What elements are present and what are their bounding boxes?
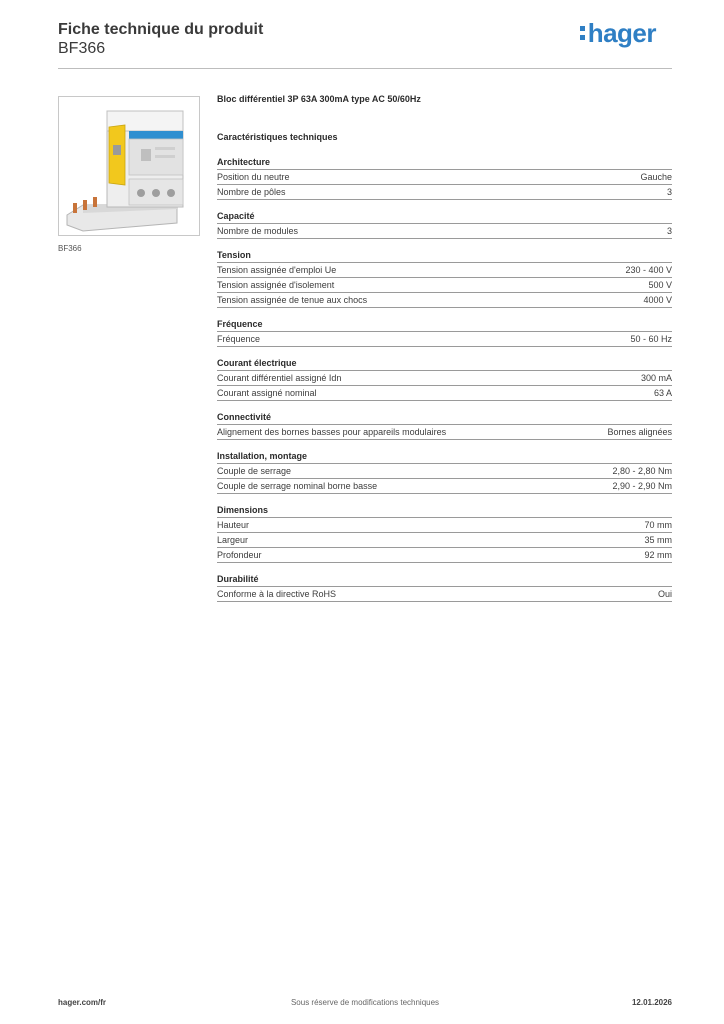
spec-row: [217, 424, 672, 440]
spec-row: [217, 532, 672, 547]
spec-value: 4000 V: [643, 295, 672, 305]
spec-value: 2,90 - 2,90 Nm: [612, 481, 672, 491]
spec-row: [217, 370, 672, 385]
spec-value: 500 V: [648, 280, 672, 290]
spec-label: Position du neutre: [217, 172, 290, 182]
section-title: Dimensions: [217, 505, 269, 515]
spec-section: [217, 504, 672, 563]
spec-section: [217, 411, 672, 440]
section-title: Durabilité: [217, 574, 259, 584]
spec-value: 3: [666, 226, 672, 236]
spec-value: Gauche: [640, 172, 672, 182]
spec-label: Profondeur: [217, 550, 262, 560]
footer-date: 12.01.2026: [631, 998, 672, 1007]
section-title: Capacité: [217, 211, 255, 221]
spec-label: Couple de serrage: [217, 466, 292, 476]
spec-section: [217, 357, 672, 401]
spec-section: [217, 318, 672, 347]
section-title: Tension: [217, 250, 251, 260]
spec-section: [217, 156, 672, 200]
section-title: Fréquence: [217, 319, 263, 329]
spec-sections: [217, 156, 672, 602]
spec-row: [217, 184, 672, 200]
spec-label: Courant différentiel assigné Idn: [217, 373, 342, 383]
spec-row: [217, 331, 672, 347]
spec-value: Oui: [657, 589, 672, 599]
spec-label: Fréquence: [217, 334, 261, 344]
spec-row: [217, 385, 672, 401]
spec-value: 300 mA: [640, 373, 672, 383]
spec-label: Tension assignée d'emploi Ue: [217, 265, 337, 275]
section-title: Connectivité: [217, 412, 272, 422]
spec-section: [217, 573, 672, 602]
spec-row: [217, 262, 672, 277]
section-title: Installation, montage: [217, 451, 308, 461]
spec-row: [217, 547, 672, 563]
spec-label: Couple de serrage nominal borne basse: [217, 481, 378, 491]
header-divider: [58, 68, 672, 69]
spec-label: Tension assignée de tenue aux chocs: [217, 295, 368, 305]
product-description: Bloc différentiel 3P 63A 300mA type AC 50/60Hz: [217, 94, 421, 104]
spec-section: [217, 450, 672, 494]
footer-website: hager.com/fr: [58, 998, 107, 1007]
spec-heading: Caractéristiques techniques: [217, 132, 338, 142]
spec-value: 63 A: [653, 388, 672, 398]
section-title: Architecture: [217, 157, 271, 167]
logo-dots-icon: [580, 24, 586, 42]
spec-row: [217, 517, 672, 532]
spec-value: 230 - 400 V: [625, 265, 672, 275]
spec-value: 92 mm: [644, 550, 672, 560]
logo-text: hager: [587, 18, 656, 48]
spec-row: [217, 292, 672, 308]
spec-label: Hauteur: [217, 520, 250, 530]
footer-notice: Sous réserve de modifications techniques: [290, 998, 440, 1007]
spec-value: 50 - 60 Hz: [630, 334, 672, 344]
spec-label: Alignement des bornes basses pour appareils modulaires: [217, 427, 447, 437]
spec-section: [217, 249, 672, 308]
product-code: BF366: [58, 40, 106, 57]
hager-logo: [580, 20, 656, 46]
spec-value: Bornes alignées: [607, 427, 672, 437]
spec-label: Largeur: [217, 535, 249, 545]
spec-value: 70 mm: [644, 520, 672, 530]
residual-current-block-icon: [59, 97, 199, 235]
spec-label: Nombre de modules: [217, 226, 299, 236]
spec-label: Conforme à la directive RoHS: [217, 589, 337, 599]
section-title: Courant électrique: [217, 358, 297, 368]
spec-row: [217, 277, 672, 292]
spec-value: 2,80 - 2,80 Nm: [612, 466, 672, 476]
product-image: [58, 96, 200, 236]
spec-section: [217, 210, 672, 239]
document-title: Fiche technique du produit: [58, 21, 264, 38]
spec-value: 3: [666, 187, 672, 197]
spec-label: Nombre de pôles: [217, 187, 286, 197]
spec-row: [217, 586, 672, 602]
spec-value: 35 mm: [644, 535, 672, 545]
page-header: [58, 20, 672, 58]
spec-row: [217, 169, 672, 184]
image-caption: BF366: [58, 244, 82, 253]
spec-row: [217, 223, 672, 239]
spec-label: Courant assigné nominal: [217, 388, 317, 398]
spec-row: [217, 478, 672, 494]
specifications: [217, 94, 672, 602]
spec-label: Tension assignée d'isolement: [217, 280, 335, 290]
spec-row: [217, 463, 672, 478]
